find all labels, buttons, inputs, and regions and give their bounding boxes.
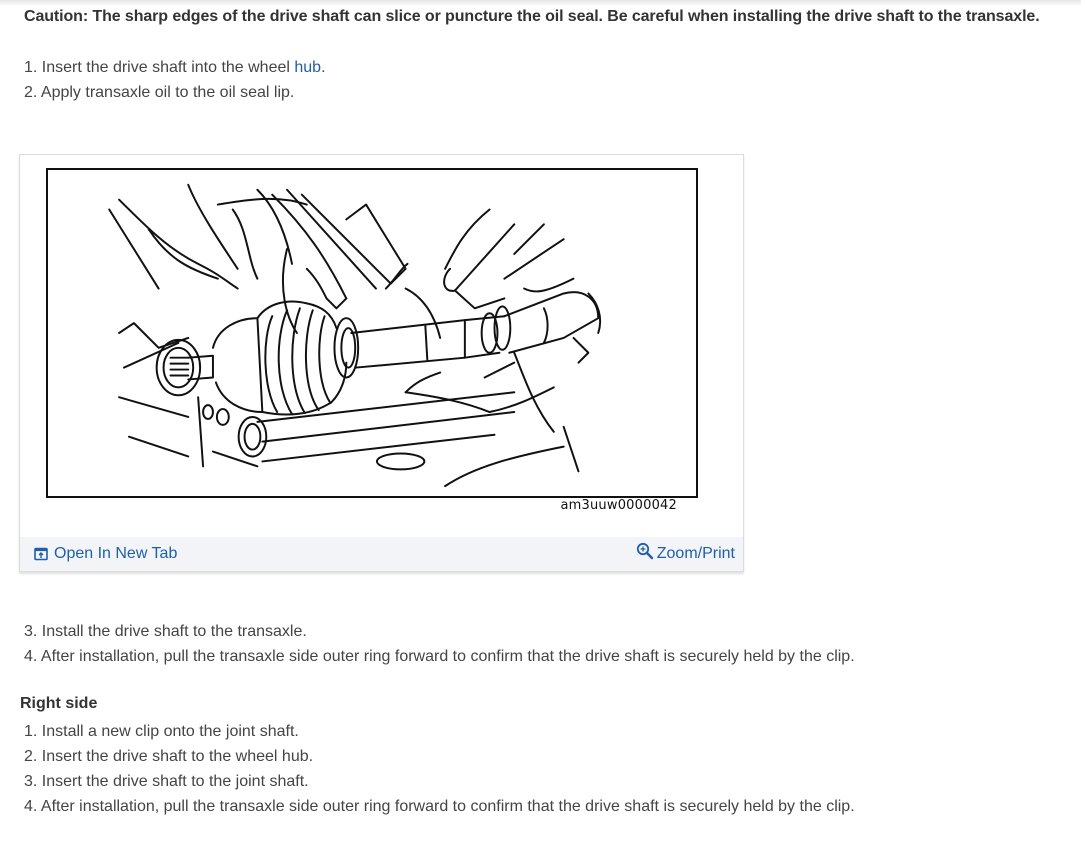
- step-item: [24, 55, 326, 80]
- zoom-print-label: Zoom/Print: [656, 545, 735, 562]
- step-text: 1. Insert the drive shaft into the wheel: [24, 59, 295, 76]
- step-item: 3. Insert the drive shaft to the joint shaft.: [24, 773, 309, 790]
- figure-code: am3uuw0000042: [560, 498, 677, 513]
- step-item: 1. Install a new clip onto the joint shaft.: [24, 723, 299, 740]
- step-item: 3. Install the drive shaft to the transaxle.: [24, 623, 307, 640]
- step-item: 4. After installation, pull the transaxle side outer ring forward to confirm that the drive shaft is securely held by the clip.: [24, 798, 855, 815]
- zoom-in-icon: [636, 542, 654, 560]
- open-in-new-tab-button[interactable]: [34, 545, 177, 563]
- zoom-print-button[interactable]: [636, 545, 735, 563]
- step-item: 4. After installation, pull the transaxle side outer ring forward to confirm that the drive shaft is securely held by the clip.: [24, 648, 855, 665]
- top-shadow: [0, 0, 1081, 6]
- open-in-new-tab-label: Open In New Tab: [54, 545, 178, 562]
- step-item: 2. Insert the drive shaft to the wheel hub.: [24, 748, 314, 765]
- open-in-new-tab-icon: [34, 547, 48, 561]
- figure-card: [19, 154, 744, 572]
- hub-link[interactable]: hub: [294, 59, 322, 76]
- drive-shaft-illustration: [46, 168, 698, 498]
- right-side-steps: [24, 719, 855, 819]
- left-side-steps-part1: [24, 55, 326, 105]
- step-text-suffix: .: [321, 59, 326, 76]
- left-side-steps-part2: [24, 619, 855, 669]
- caution-note: Caution: The sharp edges of the drive shaft can slice or puncture the oil seal. Be careful when installing the drive shaft to the transaxle.: [24, 8, 1040, 25]
- step-item: 2. Apply transaxle oil to the oil seal lip.: [24, 84, 295, 101]
- figure-footer: [20, 537, 743, 571]
- right-side-heading: Right side: [20, 695, 98, 712]
